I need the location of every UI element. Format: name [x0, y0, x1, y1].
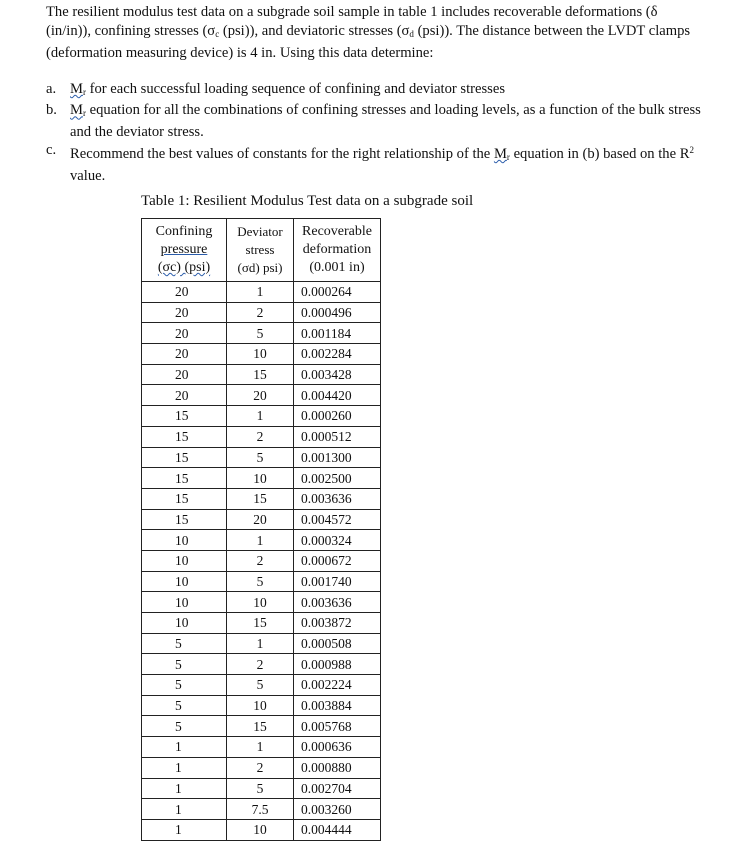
deviator-stress-cell: 5 [227, 778, 294, 799]
table-row [142, 530, 381, 551]
confining-pressure-cell: 20 [142, 364, 227, 385]
table-row [142, 613, 381, 634]
recoverable-deformation-cell: 0.004444 [294, 819, 381, 840]
deviator-stress-cell: 15 [227, 488, 294, 509]
question-text-c: Recommend the best values of constants for the right relationship of the $M_r$ equation in (b) based on the $R^2$ value. [70, 145, 694, 184]
confining-pressure-cell: 15 [142, 468, 227, 489]
recoverable-deformation-cell: 0.000264 [294, 282, 381, 303]
question-marker: b. [46, 102, 57, 119]
recoverable-deformation-cell: 0.000988 [294, 654, 381, 675]
table-row [142, 799, 381, 820]
confining-pressure-cell: 10 [142, 550, 227, 571]
table-row [142, 716, 381, 737]
recoverable-deformation-cell: 0.000324 [294, 530, 381, 551]
deviator-stress-cell: 1 [227, 737, 294, 758]
confining-pressure-cell: 15 [142, 406, 227, 427]
question-text-a: $M_r$ for each successful loading sequence of confining and deviator stresses [70, 81, 506, 97]
deviator-stress-cell: 15 [227, 613, 294, 634]
deviator-stress-cell: 5 [227, 323, 294, 344]
table-row [142, 468, 381, 489]
table-row [142, 488, 381, 509]
confining-pressure-cell: 5 [142, 654, 227, 675]
recoverable-deformation-cell: 0.003636 [294, 592, 381, 613]
recoverable-deformation-cell: 0.004420 [294, 385, 381, 406]
header-line: Deviator [237, 224, 283, 239]
deviator-stress-cell: 10 [227, 468, 294, 489]
table-row [142, 426, 381, 447]
table-row [142, 550, 381, 571]
recoverable-deformation-cell: 0.002284 [294, 344, 381, 365]
deviator-stress-cell: 5 [227, 447, 294, 468]
recoverable-deformation-cell: 0.003884 [294, 695, 381, 716]
deviator-stress-cell: 2 [227, 302, 294, 323]
deviator-stress-cell: 20 [227, 509, 294, 530]
table-row [142, 654, 381, 675]
deviator-stress-cell: 15 [227, 716, 294, 737]
table-row [142, 364, 381, 385]
table-row [142, 778, 381, 799]
table-row [142, 447, 381, 468]
header-deviator [227, 219, 294, 282]
deviator-stress-cell: 20 [227, 385, 294, 406]
header-line: stress [245, 242, 275, 257]
table-row [142, 385, 381, 406]
table-row [142, 344, 381, 365]
confining-pressure-cell: 20 [142, 385, 227, 406]
header-line: (0.001 in) [309, 260, 365, 275]
deviator-stress-cell: 5 [227, 571, 294, 592]
recoverable-deformation-cell: 0.003428 [294, 364, 381, 385]
deviator-stress-cell: 7.5 [227, 799, 294, 820]
deviator-stress-cell: 2 [227, 757, 294, 778]
question-text-b: $M_r$ equation for all the combinations of confining stresses and loading levels, as a function of the bulk stress and the deviator stress. [70, 102, 701, 140]
confining-pressure-cell: 5 [142, 695, 227, 716]
recoverable-deformation-cell: 0.002500 [294, 468, 381, 489]
recoverable-deformation-cell: 0.000512 [294, 426, 381, 447]
table-row [142, 695, 381, 716]
question-item [46, 80, 706, 101]
table-row [142, 819, 381, 840]
confining-pressure-cell: 1 [142, 737, 227, 758]
confining-pressure-cell: 1 [142, 778, 227, 799]
confining-pressure-cell: 15 [142, 426, 227, 447]
deviator-stress-cell: 1 [227, 530, 294, 551]
problem-intro: The resilient modulus test data on a subgrade soil sample in table 1 includes recoverable deformations (δ (in/in)), confining stresses ($\sigma_c$ (psi)), and deviatoric stresses ($\sigma_d$ (psi)). The distance between the LVDT clamps (deformation measuring device) is 4 in. Using this data determine: [46, 4, 691, 62]
recoverable-deformation-cell: 0.000636 [294, 737, 381, 758]
table-row [142, 282, 381, 303]
header-deformation [294, 219, 381, 282]
confining-pressure-cell: 10 [142, 571, 227, 592]
recoverable-deformation-cell: 0.003260 [294, 799, 381, 820]
header-line: (σc) (psi) [157, 260, 211, 275]
header-line: Recoverable [302, 224, 372, 239]
deviator-stress-cell: 1 [227, 282, 294, 303]
header-line: pressure [160, 242, 208, 257]
table-row [142, 592, 381, 613]
recoverable-deformation-cell: 0.000880 [294, 757, 381, 778]
table-row [142, 757, 381, 778]
confining-pressure-cell: 10 [142, 592, 227, 613]
recoverable-deformation-cell: 0.003872 [294, 613, 381, 634]
recoverable-deformation-cell: 0.005768 [294, 716, 381, 737]
question-item [46, 101, 706, 141]
deviator-stress-cell: 2 [227, 654, 294, 675]
table-caption: Table 1: Resilient Modulus Test data on a subgrade soil [141, 193, 474, 209]
confining-pressure-cell: 5 [142, 633, 227, 654]
table-row [142, 509, 381, 530]
recoverable-deformation-cell: 0.001300 [294, 447, 381, 468]
table-row [142, 675, 381, 696]
header-confining [142, 219, 227, 282]
recoverable-deformation-cell: 0.001740 [294, 571, 381, 592]
table-row [142, 302, 381, 323]
table-row [142, 323, 381, 344]
deviator-stress-cell: 1 [227, 406, 294, 427]
recoverable-deformation-cell: 0.000496 [294, 302, 381, 323]
confining-pressure-cell: 5 [142, 675, 227, 696]
confining-pressure-cell: 15 [142, 447, 227, 468]
recoverable-deformation-cell: 0.000508 [294, 633, 381, 654]
table-row [142, 737, 381, 758]
deviator-stress-cell: 10 [227, 592, 294, 613]
confining-pressure-cell: 15 [142, 509, 227, 530]
deviator-stress-cell: 10 [227, 819, 294, 840]
header-line: deformation [302, 242, 372, 257]
recoverable-deformation-cell: 0.002704 [294, 778, 381, 799]
header-line: (σd) psi) [237, 260, 283, 275]
deviator-stress-cell: 10 [227, 344, 294, 365]
deviator-stress-cell: 10 [227, 695, 294, 716]
recoverable-deformation-cell: 0.002224 [294, 675, 381, 696]
table-row [142, 571, 381, 592]
recoverable-deformation-cell: 0.000672 [294, 550, 381, 571]
deviator-stress-cell: 2 [227, 426, 294, 447]
confining-pressure-cell: 5 [142, 716, 227, 737]
confining-pressure-cell: 1 [142, 819, 227, 840]
confining-pressure-cell: 20 [142, 344, 227, 365]
deviator-stress-cell: 1 [227, 633, 294, 654]
recoverable-deformation-cell: 0.003636 [294, 488, 381, 509]
recoverable-deformation-cell: 0.004572 [294, 509, 381, 530]
recoverable-deformation-cell: 0.001184 [294, 323, 381, 344]
question-item [46, 141, 706, 185]
confining-pressure-cell: 20 [142, 302, 227, 323]
confining-pressure-cell: 1 [142, 799, 227, 820]
confining-pressure-cell: 10 [142, 530, 227, 551]
deviator-stress-cell: 5 [227, 675, 294, 696]
confining-pressure-cell: 1 [142, 757, 227, 778]
confining-pressure-cell: 20 [142, 323, 227, 344]
question-marker: c. [46, 142, 57, 159]
resilient-modulus-table [141, 218, 381, 841]
recoverable-deformation-cell: 0.000260 [294, 406, 381, 427]
table-row [142, 406, 381, 427]
table-row [142, 633, 381, 654]
confining-pressure-cell: 10 [142, 613, 227, 634]
table-body [142, 282, 381, 841]
deviator-stress-cell: 15 [227, 364, 294, 385]
deviator-stress-cell: 2 [227, 550, 294, 571]
question-list [46, 80, 706, 185]
table-header-row [142, 219, 381, 282]
header-line: Confining [155, 224, 213, 239]
question-marker: a. [46, 81, 57, 97]
confining-pressure-cell: 20 [142, 282, 227, 303]
confining-pressure-cell: 15 [142, 488, 227, 509]
